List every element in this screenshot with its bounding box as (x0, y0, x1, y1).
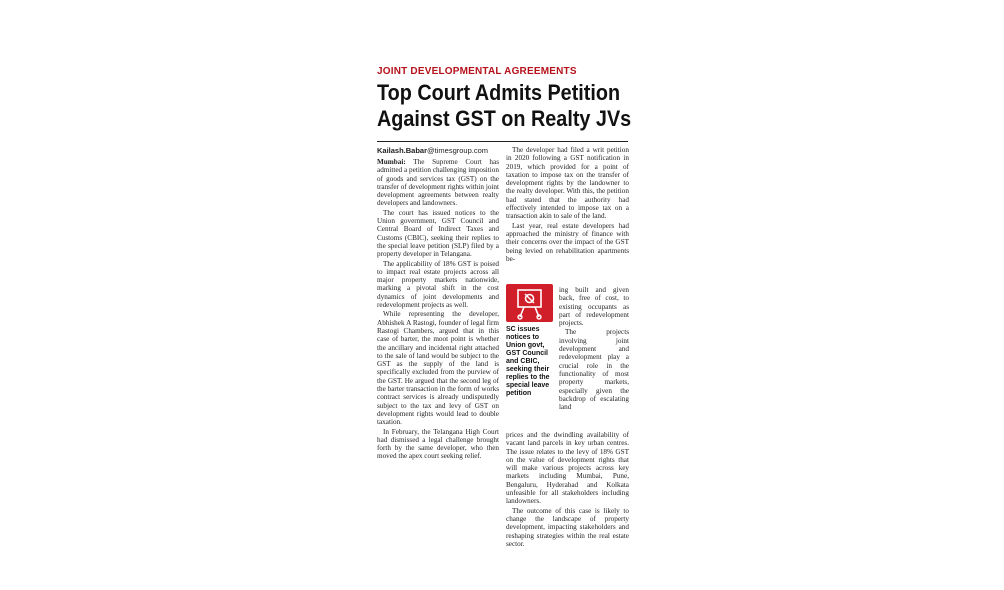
paragraph-6: The developer had filed a writ petition in 2020 following a GST notification in 2019, which provided for a point of taxation to impose tax on the transfer of development rights by the landowner to the realty developer. With this, the petition had stated that the authority had effectively intended to impose tax on a transaction akin to sale of the land. (506, 146, 629, 221)
paragraph-4: While representing the developer, Abhishek A Rastogi, founder of legal firm Rastogi Chambers, argued that in this case of barter, the moot point is whether the ancillary and incidental right attached to the sale of land would be subject to the GST as the supply of the land is specifically excluded from the purview of the GST. He argued that the second leg of the barter transaction in the form of works contract services is already undisputedly subject to the tax and levy of GST on development rights would lead to double taxation. (377, 310, 499, 427)
headline-line-1: Top Court Admits Petition (377, 80, 621, 105)
gavel-hammer-icon (506, 284, 553, 322)
column-2-top (506, 146, 629, 264)
byline-name: Kailash.Babar (377, 146, 428, 155)
column-2-beside-icon (559, 286, 629, 412)
column-2-bottom (506, 431, 629, 549)
byline (377, 146, 502, 155)
paragraph-7b: ing built and given back, free of cost, to existing occupants as part of redevelopment projects. (559, 286, 629, 328)
headline (377, 80, 632, 132)
paragraph-2: The court has issued notices to the Union government, GST Council and Central Board of Indirect Taxes and Customs (CBIC), seeking their replies to the special leave petition (SLP) filed by a property developer in Telangana. (377, 208, 499, 259)
kicker: JOINT DEVELOPMENTAL AGREEMENTS (377, 66, 577, 77)
paragraph-5: In February, the Telangana High Court had dismissed a legal challenge brought forth by the same developer, who then moved the apex court seeking relief. (377, 427, 499, 461)
paragraph-7a: Last year, real estate developers had approached the ministry of finance with their concerns over the impact of the GST being levied on rehabilitation apartments be- (506, 221, 629, 263)
newspaper-clipping (375, 60, 632, 548)
dateline: Mumbai: (377, 158, 406, 166)
headline-line-2: Against GST on Realty JVs (377, 106, 632, 131)
paragraph-1: The Supreme Court has admitted a petition challenging imposition of goods and services tax (GST) on the transfer of development rights within joint development agreements between realty developers and landowners. (377, 158, 499, 208)
callout-quote: SC issues notices to Union govt, GST Council and CBIC, seeking their replies to the special leave petition (506, 326, 550, 397)
paragraph-3: The applicability of 18% GST is poised to impact real estate projects across all major property markets nationwide, marking a pivotal shift in the cost dynamics of joint developments and redevelopment projects as well. (377, 259, 499, 310)
column-1 (377, 158, 499, 462)
divider (377, 141, 628, 142)
byline-domain: @timesgroup.com (427, 146, 488, 155)
paragraph-9: The outcome of this case is likely to change the landscape of property development, impacting stakeholders and reshaping strategies within the real estate sector. (506, 506, 629, 548)
paragraph-8a: The projects involving joint development and redevelopment play a crucial role in the functionality of most property markets, especially given the backdrop of escalating land (559, 328, 629, 412)
paragraph-8b: prices and the dwindling availability of vacant land parcels in key urban centres. The issue relates to the levy of 18% GST on the value of development rights that will make various projects across key markets including Mumbai, Pune, Bengaluru, Hyderabad and Kolkata unfeasible for all stakeholders including landowners. (506, 431, 629, 506)
